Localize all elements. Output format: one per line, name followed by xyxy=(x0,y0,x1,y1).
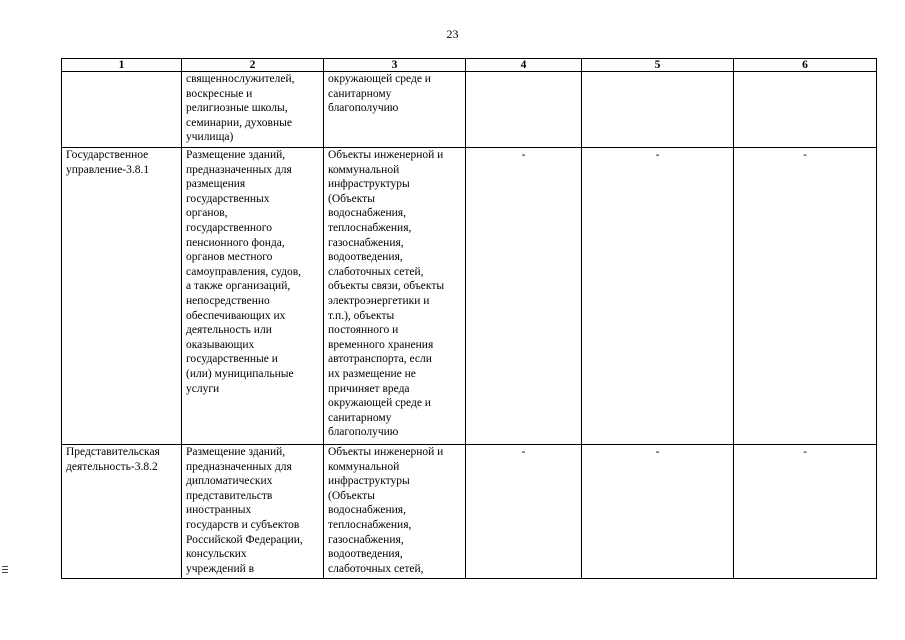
column-header-6: 6 xyxy=(734,59,877,72)
land-use-table xyxy=(61,58,877,579)
table-cell: - xyxy=(466,445,582,579)
page-number: 23 xyxy=(446,27,459,41)
table-cell xyxy=(466,72,582,148)
table-cell: - xyxy=(734,148,877,445)
table-cell: Представительская деятельность-3.8.2 xyxy=(62,445,182,579)
column-header-3: 3 xyxy=(324,59,466,72)
table-cell: окружающей среде и санитарному благополучию xyxy=(324,72,466,148)
table-cell: Размещение зданий, предназначенных для размещения государственных органов, государственного пенсионного фонда, органов местного самоуправления, судов, а также организаций, непосредственно обеспечивающих их деятельность или оказывающих государственные и (или) муниципальные услуги xyxy=(182,148,324,445)
scan-margin-mark xyxy=(2,566,8,575)
column-header-2: 2 xyxy=(182,59,324,72)
table-row xyxy=(62,148,877,445)
table-cell: священнослужителей, воскресные и религиозные школы, семинарии, духовные училища) xyxy=(182,72,324,148)
table-cell xyxy=(734,72,877,148)
table-row xyxy=(62,72,877,148)
table-cell xyxy=(62,72,182,148)
table-header-row xyxy=(62,59,877,72)
table-cell: - xyxy=(582,445,734,579)
table-cell: Размещение зданий, предназначенных для дипломатических представительств иностранных государств и субъектов Российской Федерации, консульских учреждений в xyxy=(182,445,324,579)
table-row xyxy=(62,445,877,579)
column-header-4: 4 xyxy=(466,59,582,72)
table-cell xyxy=(582,72,734,148)
table-cell: - xyxy=(582,148,734,445)
table-cell: - xyxy=(466,148,582,445)
table-cell: - xyxy=(734,445,877,579)
column-header-5: 5 xyxy=(582,59,734,72)
column-header-1: 1 xyxy=(62,59,182,72)
table-cell: Государственное управление-3.8.1 xyxy=(62,148,182,445)
table-cell: Объекты инженерной и коммунальной инфраструктуры (Объекты водоснабжения, теплоснабжения, газоснабжения, водоотведения, слаботочных сетей, объекты связи, объекты электроэнергетики и т.п.), объекты постоянного и временного хранения автотранспорта, если их размещение не причиняет вреда окружающей среде и санитарному благополучию xyxy=(324,148,466,445)
table-cell: Объекты инженерной и коммунальной инфраструктуры (Объекты водоснабжения, теплоснабжения, газоснабжения, водоотведения, слаботочных сетей, xyxy=(324,445,466,579)
